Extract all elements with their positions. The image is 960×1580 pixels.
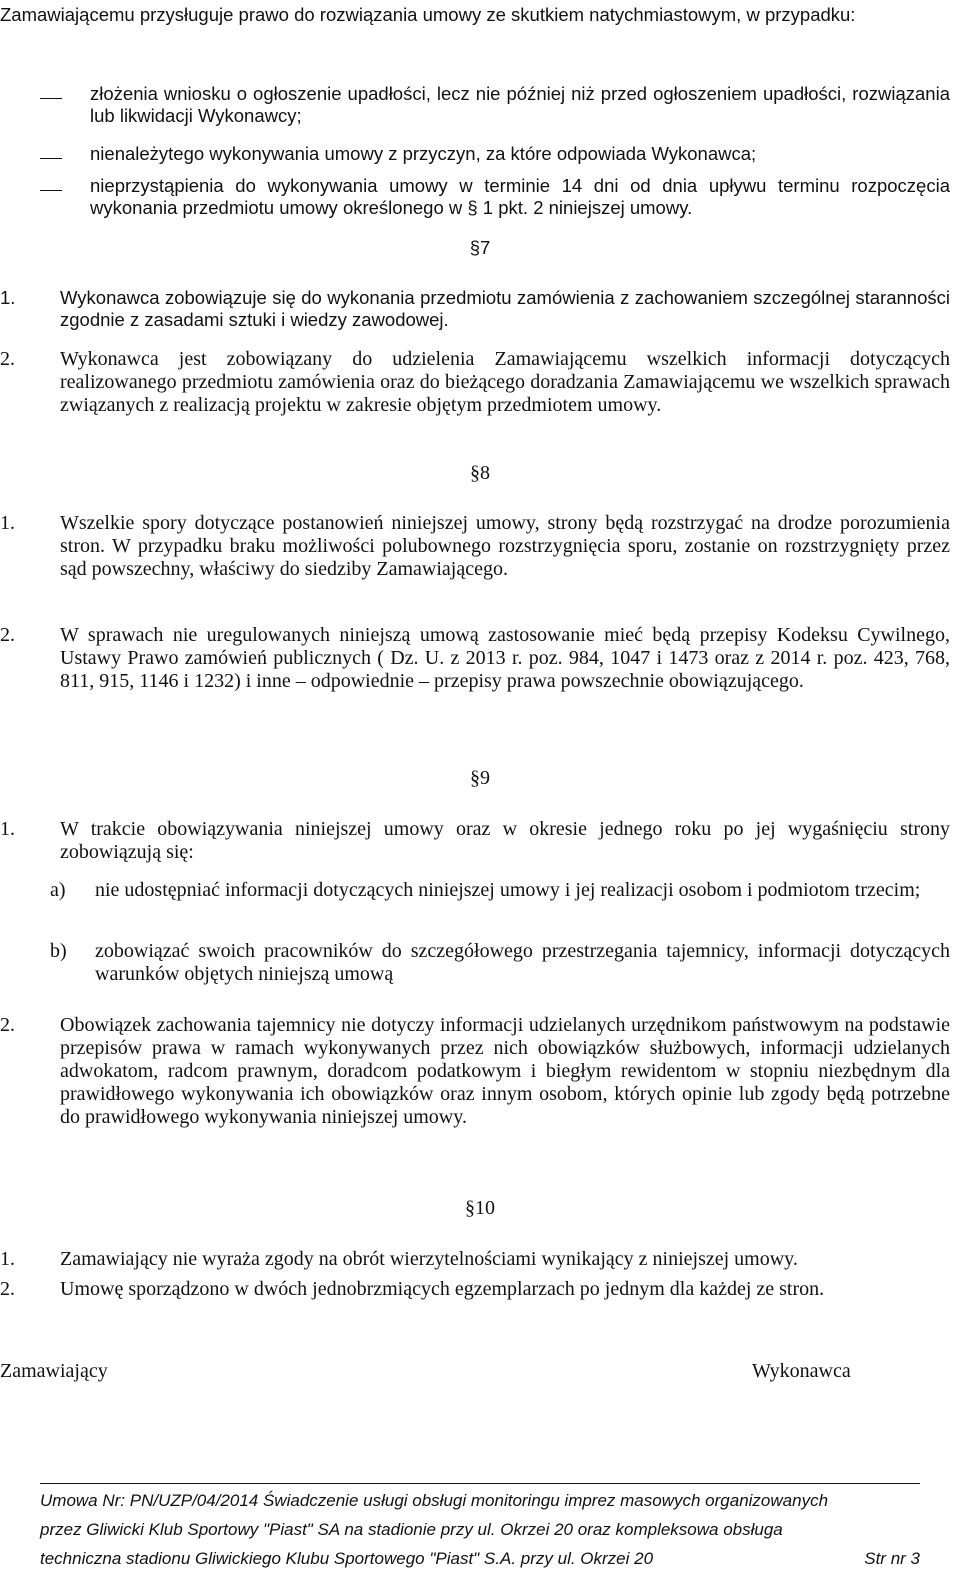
footer-line: przez Gliwicki Klub Sportowy "Piast" SA na stadionie przy ul. Okrzei 20 oraz kompleksowa obsługa	[40, 1520, 783, 1539]
sub-list-item: b) zobowiązać swoich pracowników do szczegółowego przestrzegania tajemnicy, informacji dotyczących warunków objętych niniejszą umową	[50, 940, 950, 985]
footer-line-last: Str nr 3 techniczna stadionu Gliwickiego Klubu Sportowego "Piast" S.A. przy ul. Okrzei 20	[40, 1544, 920, 1573]
footer-line: Umowa Nr: PN/UZP/04/2014 Świadczenie usługi obsługi monitoringu imprez masowych organizowanych	[40, 1491, 829, 1510]
list-item: złożenia wniosku o ogłoszenie upadłości, lecz nie później niż przed ogłoszeniem upadłości, rozwiązania lub likwidacji Wykonawcy;	[40, 83, 950, 127]
list-item: 2. Obowiązek zachowania tajemnicy nie dotyczy informacji udzielanych urzędnikom państwowym na podstawie przepisów prawa w ramach wykonywanych przez nich obowiązków służbowych, informacji udzielanych adwokatom, radcom prawnym, doradcom podatkowym i biegłym rewidentom w stopniu niezbędnym dla prawidłowego wykonywania ich obowiązków oraz innym osobom, których opinie lub zgody będą potrzebne do prawidłowego wykonywania niniejszej umowy.	[0, 1014, 950, 1128]
list-item: 1. Wykonawca zobowiązuje się do wykonania przedmiotu zamówienia z zachowaniem szczególnej staranności zgodnie z zasadami sztuki i wiedzy zawodowej.	[0, 287, 950, 330]
dash-bullet-icon	[40, 158, 62, 159]
section-heading-7: §7	[469, 237, 491, 258]
intro-paragraph: Zamawiającemu przysługuje prawo do rozwiązania umowy ze skutkiem natychmiastowym, w przypadku:	[0, 4, 856, 25]
list-item: 2. W sprawach nie uregulowanych niniejszą umową zastosowanie mieć będą przepisy Kodeksu Cywilnego, Ustawy Prawo zamówień publicznych ( Dz. U. z 2013 r. poz. 984, 1047 i 1473 oraz z 2014 r. poz. 423, 768, 811, 915, 1146 i 1232) i inne – odpowiednie – przepisy prawa powszechnie obowiązującego.	[0, 624, 950, 692]
signature-right-label: Wykonawca	[752, 1360, 851, 1382]
sub-list-item: a) nie udostępniać informacji dotyczących niniejszej umowy i jej realizacji osobom i podmiotom trzecim;	[50, 879, 921, 901]
section-heading-9: §9	[470, 767, 490, 789]
signature-left-label: Zamawiający	[0, 1360, 108, 1382]
list-item: 1. Wszelkie spory dotyczące postanowień niniejszej umowy, strony będą rozstrzygać na drodze porozumienia stron. W przypadku braku możliwości polubownego rozstrzygnięcia sporu, zostanie on rozstrzygnięty przez sąd powszechny, właściwy do siedziby Zamawiającego.	[0, 512, 950, 580]
footer-divider	[40, 1483, 920, 1484]
section-heading-10: §10	[465, 1197, 495, 1219]
list-item: 1. W trakcie obowiązywania niniejszej umowy oraz w okresie jednego roku po jej wygaśnięciu strony zobowiązują się:	[0, 818, 950, 863]
list-item: 1. Zamawiający nie wyraża zgody na obrót wierzytelnościami wynikający z niniejszej umowy.	[0, 1248, 798, 1270]
dash-bullet-icon	[40, 98, 62, 99]
list-item: 2. Wykonawca jest zobowiązany do udzielenia Zamawiającemu wszelkich informacji dotyczących realizowanego przedmiotu zamówienia oraz do bieżącego doradzania Zamawiającemu we wszelkich sprawach związanych z realizacją projektu w zakresie objętym przedmiotem umowy.	[0, 348, 950, 416]
dash-bullet-icon	[40, 190, 62, 191]
section-heading-8: §8	[470, 462, 490, 484]
list-item: 2. Umowę sporządzono w dwóch jednobrzmiących egzemplarzach po jednym dla każdej ze stron.	[0, 1278, 825, 1300]
list-item: nienależytego wykonywania umowy z przyczyn, za które odpowiada Wykonawca;	[40, 143, 950, 165]
page-number: Str nr 3	[864, 1549, 920, 1568]
page-footer	[40, 1486, 920, 1573]
list-item: nieprzystąpienia do wykonywania umowy w terminie 14 dni od dnia upływu terminu rozpoczęcia wykonania przedmiotu umowy określonego w § 1 pkt. 2 niniejszej umowy.	[40, 175, 950, 219]
